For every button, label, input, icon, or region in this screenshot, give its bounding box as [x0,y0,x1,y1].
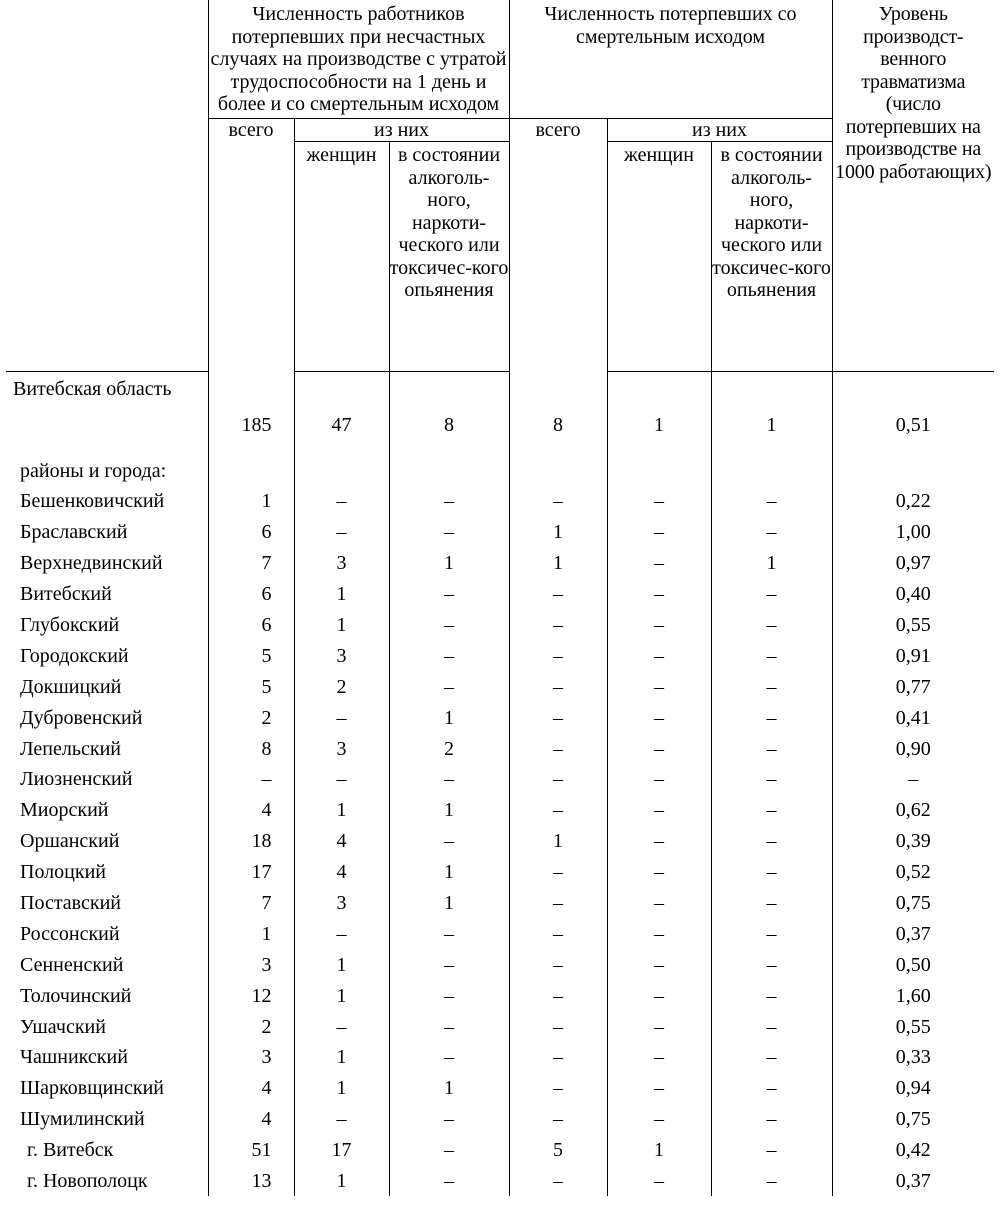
cell-fatal-women: – [607,1166,711,1197]
empty-cell [832,456,994,486]
cell-fatal-women: – [607,1073,711,1104]
cell-injured-intoxicated: 1 [389,548,509,579]
cell-injured-women: 47 [294,372,389,457]
cell-injured-women: – [294,1011,389,1042]
row-name: Верхнедвинский [20,552,163,575]
cell-fatal-total: 1 [509,826,607,857]
cell-injured-intoxicated: 1 [389,888,509,919]
cell-fatal-intoxicated: – [711,640,832,671]
cell-injury-level: 0,42 [832,1135,994,1166]
row-name: Миорский [20,799,109,822]
row-name: Чашникский [20,1046,128,1069]
cell-fatal-total: – [509,1073,607,1104]
cell-fatal-intoxicated: – [711,764,832,795]
cell-injured-women: – [294,486,389,517]
cell-fatal-total: – [509,1104,607,1135]
cell-injured-intoxicated: – [389,1104,509,1135]
cell-injury-level: 0,90 [832,733,994,764]
table-row [6,1042,994,1073]
cell-fatal-intoxicated: 1 [711,548,832,579]
cell-fatal-intoxicated: – [711,671,832,702]
cell-injury-level: 0,52 [832,857,994,888]
cell-injured-total: 51 [208,1135,294,1166]
table-row [6,702,994,733]
cell-injured-intoxicated: – [389,949,509,980]
row-name: Ушачский [20,1015,106,1038]
cell-fatal-women: – [607,795,711,826]
cell-injury-level: – [832,764,994,795]
cell-injury-level: 0,50 [832,949,994,980]
cell-injured-intoxicated: – [389,1011,509,1042]
cell-injured-women: 17 [294,1135,389,1166]
cell-fatal-women: – [607,702,711,733]
section-label-row [6,456,994,486]
cell-injured-intoxicated: – [389,486,509,517]
cell-injury-level: 0,37 [832,918,994,949]
table-row [6,517,994,548]
cell-fatal-women: – [607,826,711,857]
cell-injury-level: 0,55 [832,610,994,641]
cell-injured-women: – [294,918,389,949]
row-name: Докшицкий [20,675,122,698]
region-column-header [6,0,208,372]
cell-injured-total: 7 [208,888,294,919]
cell-injured-intoxicated: 1 [389,1073,509,1104]
cell-fatal-total: 1 [509,517,607,548]
table-row [6,640,994,671]
cell-fatal-total: 8 [509,372,607,457]
injury-statistics-table [6,0,994,1196]
region-name: Витебская область [13,378,172,400]
cell-injured-women: 4 [294,857,389,888]
header-injured-women: женщин [294,142,389,372]
cell-fatal-total: – [509,1011,607,1042]
cell-injured-women: 4 [294,826,389,857]
cell-injured-total: 1 [208,486,294,517]
cell-injured-total: 5 [208,640,294,671]
cell-fatal-total: – [509,795,607,826]
cell-injured-intoxicated: – [389,579,509,610]
cell-fatal-intoxicated: – [711,1073,832,1104]
table-row [6,1135,994,1166]
cell-injured-total: 6 [208,610,294,641]
cell-fatal-intoxicated: – [711,517,832,548]
cell-injured-total: 6 [208,517,294,548]
cell-fatal-women: – [607,1042,711,1073]
cell-fatal-intoxicated: – [711,888,832,919]
cell-fatal-intoxicated: – [711,980,832,1011]
table-row [6,733,994,764]
row-name: Шарковщинский [20,1077,165,1100]
cell-fatal-intoxicated: – [711,857,832,888]
table-row [6,949,994,980]
row-name: г. Новополоцк [27,1170,148,1193]
row-name: Оршанский [20,830,120,853]
cell-injured-intoxicated: – [389,764,509,795]
cell-injured-total: 185 [208,372,294,457]
cell-injured-total: 1 [208,918,294,949]
table-row [6,888,994,919]
table-header [6,0,994,372]
table-row [6,795,994,826]
empty-cell [208,456,294,486]
table-row [6,486,994,517]
cell-fatal-total: – [509,579,607,610]
empty-cell [509,456,607,486]
cell-injury-level: 0,75 [832,1104,994,1135]
cell-injured-women: 3 [294,548,389,579]
region-total-row [6,372,994,457]
cell-injured-total: 4 [208,795,294,826]
cell-fatal-women: – [607,486,711,517]
row-name: Россонский [20,922,120,945]
cell-injured-women: 1 [294,795,389,826]
table-row [6,610,994,641]
table-row [6,548,994,579]
cell-injured-intoxicated: 2 [389,733,509,764]
cell-injured-total: 8 [208,733,294,764]
cell-fatal-women: – [607,1011,711,1042]
header-group-injured: Численность работников потерпевших при несчастных случаях на производстве с утратой трудоспособности на 1 день и более и со смертельным исходом [208,0,509,118]
cell-fatal-total: – [509,610,607,641]
cell-injury-level: 0,91 [832,640,994,671]
row-name: Шумилинский [20,1108,145,1131]
cell-fatal-total: 5 [509,1135,607,1166]
cell-injury-level: 1,60 [832,980,994,1011]
cell-fatal-intoxicated: – [711,795,832,826]
header-injured-intoxicated: в состоянии алкоголь-ного, наркоти-ческого или токсичес-кого опьянения [389,142,509,372]
cell-injured-total: 18 [208,826,294,857]
row-name: Поставский [20,892,122,915]
cell-fatal-women: – [607,764,711,795]
table-row [6,1166,994,1197]
row-name: Сенненский [20,953,124,976]
cell-injured-total: 2 [208,1011,294,1042]
row-name: Браславский [20,521,128,544]
table-row [6,918,994,949]
cell-fatal-total: – [509,918,607,949]
cell-fatal-total: 1 [509,548,607,579]
cell-injury-level: 0,62 [832,795,994,826]
cell-fatal-intoxicated: – [711,486,832,517]
table-row [6,1011,994,1042]
cell-fatal-women: 1 [607,372,711,457]
cell-injured-total: 4 [208,1104,294,1135]
cell-injury-level: 0,39 [832,826,994,857]
cell-injury-level: 0,55 [832,1011,994,1042]
header-fatal-intoxicated: в состоянии алкоголь-ного, наркоти-ческого или токсичес-кого опьянения [711,142,832,372]
cell-injured-total: – [208,764,294,795]
row-name: Глубокский [20,614,120,636]
cell-fatal-women: – [607,517,711,548]
cell-fatal-intoxicated: 1 [711,372,832,457]
row-name: Лепельский [20,737,121,760]
header-group-fatal: Численность потерпевших со смертельным исходом [509,0,832,118]
row-name: Толочинский [20,984,132,1007]
row-name: Бешенковичский [20,490,165,513]
cell-fatal-women: – [607,640,711,671]
cell-fatal-total: – [509,671,607,702]
cell-fatal-women: – [607,1104,711,1135]
cell-fatal-women: – [607,918,711,949]
cell-fatal-women: – [607,579,711,610]
cell-injured-intoxicated: 1 [389,702,509,733]
table-row [6,579,994,610]
cell-fatal-women: – [607,949,711,980]
cell-fatal-women: – [607,671,711,702]
cell-injured-women: 1 [294,610,389,641]
cell-fatal-total: – [509,733,607,764]
cell-fatal-women: – [607,610,711,641]
cell-injured-total: 6 [208,579,294,610]
cell-injured-total: 5 [208,671,294,702]
cell-injured-intoxicated: – [389,640,509,671]
cell-fatal-intoxicated: – [711,949,832,980]
cell-injury-level: 0,51 [832,372,994,457]
empty-cell [607,456,711,486]
header-injury-level: Уровень производст-венного травматизма (число потерпевших на производстве на 1000 работающих) [832,0,994,372]
cell-injured-intoxicated: – [389,1166,509,1197]
cell-injured-women: – [294,764,389,795]
cell-injury-level: 0,22 [832,486,994,517]
table-row [6,1104,994,1135]
cell-fatal-women: – [607,980,711,1011]
cell-injury-level: 0,97 [832,548,994,579]
cell-fatal-total: – [509,486,607,517]
cell-fatal-intoxicated: – [711,610,832,641]
row-name: Полоцкий [20,861,106,884]
cell-fatal-intoxicated: – [711,918,832,949]
table-row [6,671,994,702]
row-name: Лиозненский [20,768,133,791]
cell-injury-level: 0,94 [832,1073,994,1104]
cell-fatal-total: – [509,764,607,795]
row-name: Городокский [20,644,129,667]
empty-cell [711,456,832,486]
cell-fatal-intoxicated: – [711,1042,832,1073]
table-row [6,826,994,857]
cell-fatal-women: – [607,888,711,919]
row-name: г. Витебск [27,1139,114,1162]
cell-injured-intoxicated: – [389,980,509,1011]
cell-injury-level: 0,33 [832,1042,994,1073]
cell-injury-level: 1,00 [832,517,994,548]
cell-injured-women: 1 [294,1042,389,1073]
cell-fatal-intoxicated: – [711,733,832,764]
cell-injured-women: 3 [294,640,389,671]
table-row [6,980,994,1011]
cell-fatal-intoxicated: – [711,826,832,857]
cell-injured-women: – [294,517,389,548]
cell-fatal-total: – [509,1166,607,1197]
cell-injured-women: 3 [294,733,389,764]
cell-injured-intoxicated: – [389,1135,509,1166]
cell-injured-women: 2 [294,671,389,702]
table-row [6,1073,994,1104]
cell-injured-total: 4 [208,1073,294,1104]
cell-injured-intoxicated: – [389,517,509,548]
header-fatal-women: женщин [607,142,711,372]
cell-injury-level: 0,77 [832,671,994,702]
cell-injured-intoxicated: – [389,671,509,702]
cell-fatal-total: – [509,888,607,919]
cell-injured-intoxicated: 8 [389,372,509,457]
cell-injured-women: 1 [294,1073,389,1104]
cell-fatal-total: – [509,857,607,888]
empty-cell [389,456,509,486]
cell-fatal-total: – [509,980,607,1011]
cell-injured-intoxicated: – [389,610,509,641]
cell-fatal-intoxicated: – [711,1011,832,1042]
cell-fatal-total: – [509,702,607,733]
cell-injured-women: 1 [294,980,389,1011]
cell-injury-level: 0,37 [832,1166,994,1197]
cell-fatal-women: – [607,548,711,579]
row-name: Дубровенский [20,706,143,729]
empty-cell [294,456,389,486]
header-injured-of-them: из них [294,118,509,142]
section-label: районы и города: [20,460,167,482]
cell-fatal-women: – [607,857,711,888]
cell-fatal-intoxicated: – [711,702,832,733]
cell-injured-total: 3 [208,949,294,980]
table-row [6,764,994,795]
cell-injured-intoxicated: – [389,918,509,949]
header-fatal-of-them: из них [607,118,832,142]
header-injured-total: всего [208,118,294,372]
cell-injury-level: 0,75 [832,888,994,919]
cell-injured-women: – [294,1104,389,1135]
cell-injured-total: 3 [208,1042,294,1073]
cell-fatal-intoxicated: – [711,1104,832,1135]
row-name: Витебский [20,583,112,606]
cell-injured-total: 2 [208,702,294,733]
header-fatal-total: всего [509,118,607,372]
cell-injury-level: 0,41 [832,702,994,733]
cell-injured-intoxicated: – [389,1042,509,1073]
table-body [6,372,994,1197]
cell-injured-total: 7 [208,548,294,579]
cell-fatal-total: – [509,949,607,980]
cell-injury-level: 0,40 [832,579,994,610]
cell-injured-women: 1 [294,1166,389,1197]
cell-fatal-women: – [607,733,711,764]
cell-injured-intoxicated: 1 [389,795,509,826]
cell-injured-total: 12 [208,980,294,1011]
cell-injured-total: 13 [208,1166,294,1197]
cell-injured-women: – [294,702,389,733]
cell-injured-women: 1 [294,949,389,980]
cell-fatal-intoxicated: – [711,1166,832,1197]
cell-fatal-total: – [509,640,607,671]
cell-fatal-total: – [509,1042,607,1073]
table-row [6,857,994,888]
cell-fatal-intoxicated: – [711,579,832,610]
cell-fatal-women: 1 [607,1135,711,1166]
cell-injured-intoxicated: – [389,826,509,857]
cell-injured-women: 1 [294,579,389,610]
cell-injured-intoxicated: 1 [389,857,509,888]
cell-injured-women: 3 [294,888,389,919]
cell-injured-total: 17 [208,857,294,888]
cell-fatal-intoxicated: – [711,1135,832,1166]
